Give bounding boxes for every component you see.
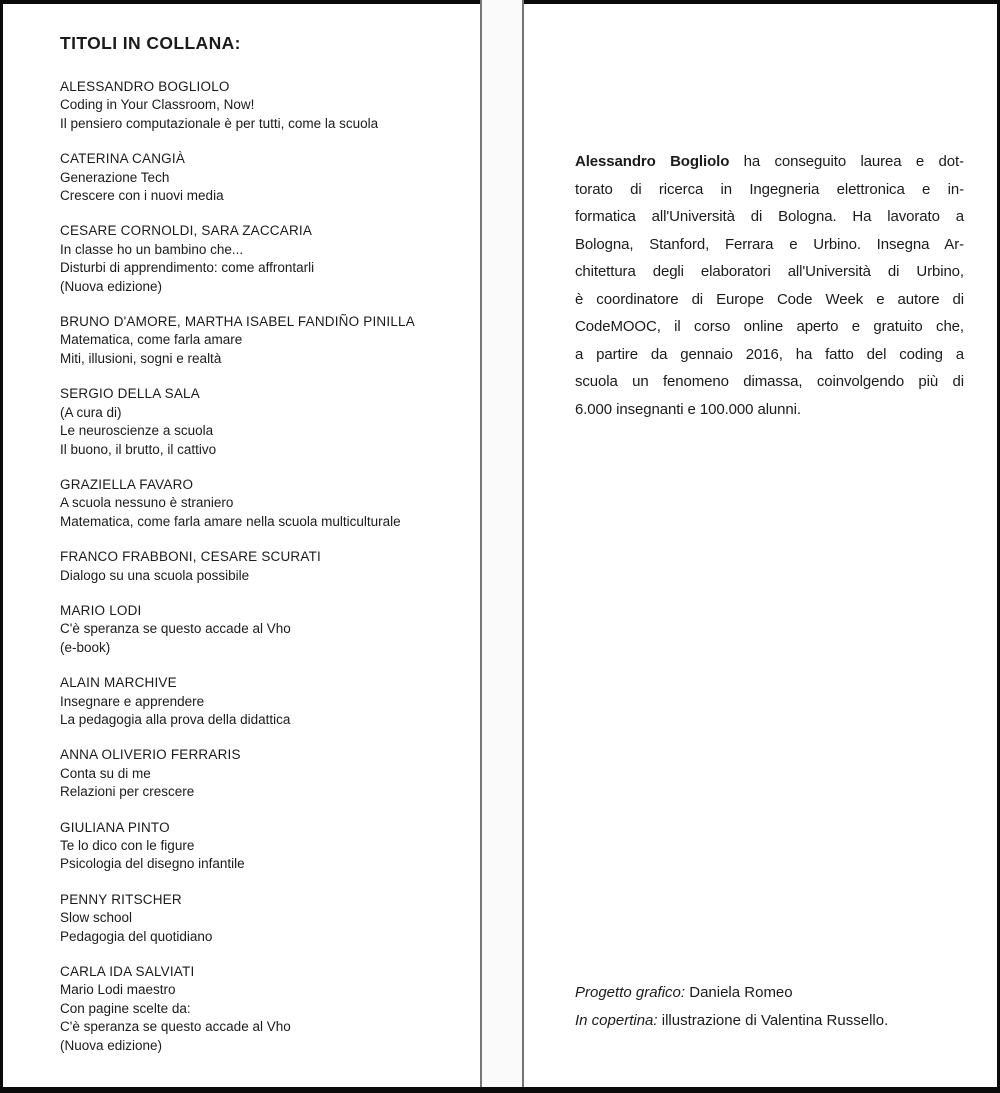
series-heading: TITOLI IN COLLANA: <box>60 33 241 53</box>
frame-left-bar <box>0 0 3 1093</box>
series-entry <box>60 313 475 368</box>
series-entry <box>60 150 475 205</box>
series-entry-title-line: Coding in Your Classroom, Now! <box>60 97 255 113</box>
credit-cover-value: illustrazione di Valentina Russello. <box>657 1011 889 1029</box>
series-entry-titles <box>60 331 475 368</box>
series-entry-title-line: Slow school <box>60 910 133 926</box>
series-entry <box>60 674 475 729</box>
series-entry-title-line: Le neuroscienze a scuola <box>60 423 214 439</box>
series-entry-title-line: Miti, illusioni, sogni e realtà <box>60 350 222 366</box>
series-entry-titles <box>60 567 475 585</box>
series-list-column <box>60 33 475 1072</box>
series-entry-title-line: Crescere con i nuovi media <box>60 188 224 204</box>
series-entry-title-line: Te lo dico con le figure <box>60 838 195 853</box>
author-bio <box>575 148 964 423</box>
series-entry-title-line: Relazioni per crescere <box>60 784 195 800</box>
bio-line: a partire da gennaio 2016, ha fatto del coding a <box>575 345 964 363</box>
series-entry-author: FRANCO FRABBONI, CESARE SCURATI <box>60 549 321 565</box>
bio-line: Bologna, Stanford, Ferrara e Urbino. Insegna Ar- <box>575 235 964 253</box>
series-entry-title-line: In classe ho un bambino che... <box>60 241 244 257</box>
series-entry-title-line: Il pensiero computazionale è per tutti, come la scuola <box>60 115 379 131</box>
series-entry-title-line: Con pagine scelte da: <box>60 1000 191 1016</box>
bio-first-line <box>575 148 964 176</box>
bio-line: 6.000 insegnanti e 100.000 alunni. <box>575 400 801 418</box>
series-entry-title-line: Dialogo su una scuola possibile <box>60 567 250 583</box>
series-entry-title-line: A scuola nessuno è straniero <box>60 495 234 511</box>
frame-bottom-bar <box>0 1087 1000 1093</box>
bio-author-name: Alessandro Bogliolo <box>575 153 730 170</box>
credit-design-line <box>575 979 980 1007</box>
series-entry-author: ALESSANDRO BOGLIOLO <box>60 79 230 94</box>
series-entry-author: SERGIO DELLA SALA <box>60 386 200 402</box>
credit-cover-label: In copertina: <box>575 1011 658 1029</box>
bio-line: formatica all'Università di Bologna. Ha lavorato a <box>575 208 964 225</box>
series-entry-author: CATERINA CANGIÀ <box>60 151 186 167</box>
series-entry-title-line: Psicologia del disegno infantile <box>60 856 245 872</box>
series-entry <box>60 891 475 946</box>
bio-line: chitettura degli elaboratori all'Università di Urbino, <box>575 263 964 280</box>
series-entry-titles <box>60 241 475 296</box>
series-entry <box>60 819 475 874</box>
series-entry-title-line: Matematica, come farla amare nella scuola multiculturale <box>60 513 401 529</box>
credit-cover-line <box>575 1007 980 1035</box>
bio-body <box>575 176 964 424</box>
series-entry-titles <box>60 765 475 802</box>
series-entry <box>60 78 475 133</box>
series-entry <box>60 963 475 1055</box>
bio-line: torato di ricerca in Ingegneria elettronica e in- <box>575 180 964 198</box>
credit-design-label: Progetto grafico: <box>575 984 686 1001</box>
series-entry-titles <box>60 909 475 946</box>
series-entry-author: ANNA OLIVERIO FERRARIS <box>60 747 241 763</box>
bio-line: scuola un fenomeno dimassa, coinvolgendo più di <box>575 373 964 390</box>
series-entry-title-line: La pedagogia alla prova della didattica <box>60 711 291 727</box>
series-entry <box>60 746 475 801</box>
series-entry-author: CARLA IDA SALVIATI <box>60 964 195 980</box>
series-entry-author: BRUNO D'AMORE, MARTHA ISABEL FANDIÑO PINILLA <box>60 314 415 330</box>
bio-first-line-text: ha conseguito laurea e dot- <box>729 153 964 170</box>
series-entry-author: GRAZIELLA FAVARO <box>60 476 194 492</box>
series-entry <box>60 602 475 657</box>
series-entry-title-line: Matematica, come farla amare <box>60 332 243 348</box>
series-entry-titles <box>60 96 475 133</box>
series-entry-titles <box>60 404 475 459</box>
frame-top-right-bar <box>524 0 1000 4</box>
series-entry-title-line: Generazione Tech <box>60 169 170 185</box>
series-entry-titles <box>60 169 475 206</box>
series-entry-title-line: Il buono, il brutto, il cattivo <box>60 441 217 457</box>
series-entry-title-line: (e-book) <box>60 639 111 655</box>
series-entry <box>60 385 475 459</box>
series-entry-title-line: C'è speranza se questo accade al Vho <box>60 1019 291 1035</box>
series-entry-title-line: Pedagogia del quotidiano <box>60 928 213 944</box>
series-entry-title-line: (A cura di) <box>60 404 122 420</box>
spine-gutter <box>480 0 524 1087</box>
series-entry-titles <box>60 620 475 657</box>
series-entry-titles <box>60 981 475 1055</box>
series-entry-author: CESARE CORNOLDI, SARA ZACCARIA <box>60 223 313 239</box>
series-entry-title-line: Insegnare e apprendere <box>60 693 205 709</box>
frame-top-left-bar <box>0 0 480 4</box>
series-entry <box>60 476 475 531</box>
series-entry-title-line: Mario Lodi maestro <box>60 982 176 998</box>
series-entry-title-line: (Nuova edizione) <box>60 278 163 294</box>
credit-design-value: Daniela Romeo <box>685 984 793 1001</box>
series-entry-author: MARIO LODI <box>60 602 142 618</box>
series-entry-title-line: (Nuova edizione) <box>60 1037 163 1053</box>
series-entry-author: GIULIANA PINTO <box>60 819 170 835</box>
series-entry-author: ALAIN MARCHIVE <box>60 675 177 691</box>
series-entry <box>60 548 475 585</box>
series-entry-title-line: Disturbi di apprendimento: come affrontarli <box>60 260 315 276</box>
bio-line: è coordinatore di Europe Code Week e autore di <box>575 290 964 308</box>
series-entry-author: PENNY RITSCHER <box>60 891 182 907</box>
series-entry-titles <box>60 693 475 730</box>
series-entry-titles <box>60 494 475 531</box>
series-entry <box>60 222 475 296</box>
series-entry-title-line: Conta su di me <box>60 765 151 781</box>
series-entry-title-line: C'è speranza se questo accade al Vho <box>60 621 291 637</box>
series-entry-titles <box>60 837 475 874</box>
bio-line: CodeMOOC, il corso online aperto e gratuito che, <box>575 318 964 335</box>
credits-block <box>575 979 980 1034</box>
